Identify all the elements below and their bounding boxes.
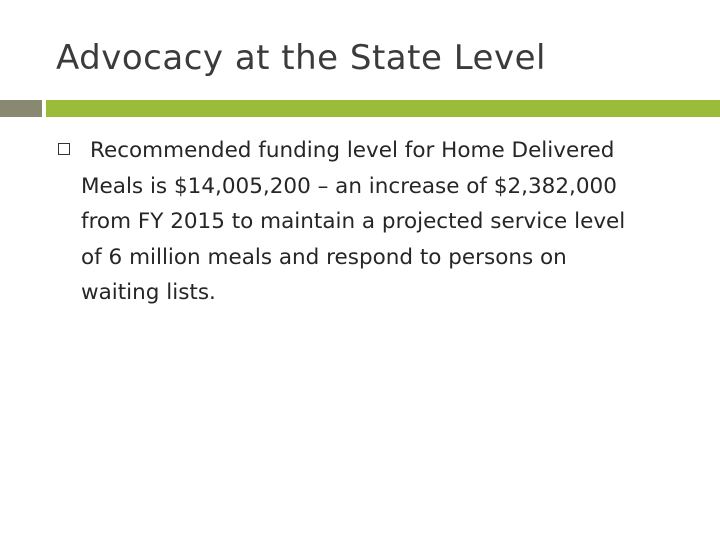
bullet-line: of 6 million meals and respond to persons on <box>81 244 567 270</box>
bullet-paragraph <box>81 133 701 311</box>
bullet-line: from FY 2015 to maintain a projected service level <box>81 209 626 234</box>
bullet-line: waiting lists. <box>81 280 216 305</box>
bullet-line-text: Recommended funding level for Home Delivered <box>90 138 615 163</box>
title-divider-green-bar <box>46 100 720 117</box>
bullet-line: Meals is $14,005,200 – an increase of $2,382,000 <box>81 173 617 199</box>
square-bullet-icon <box>58 143 70 155</box>
title-divider-gray-bar <box>0 100 42 117</box>
bullet-line <box>81 133 701 169</box>
slide-title: Advocacy at the State Level <box>56 38 546 78</box>
